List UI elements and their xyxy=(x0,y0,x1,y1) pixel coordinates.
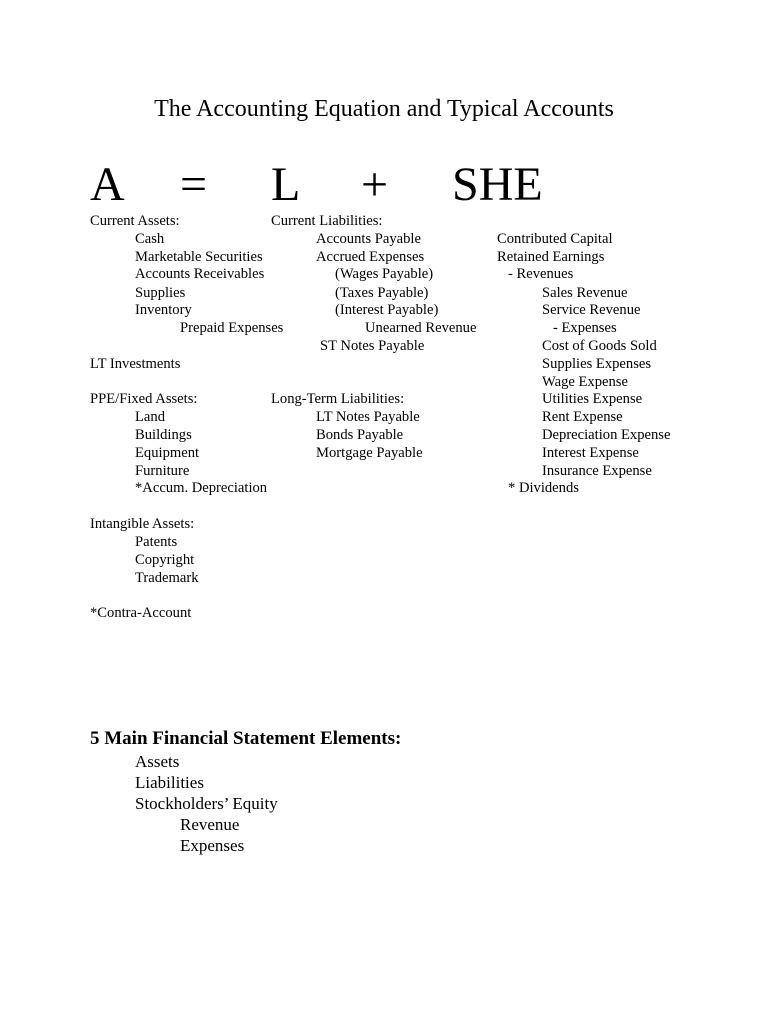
expense-item: Wage Expense xyxy=(542,374,628,390)
ppe-item: Buildings xyxy=(135,427,192,443)
asset-item: Accounts Receivables xyxy=(135,266,265,282)
lt-investments-header: LT Investments xyxy=(90,356,181,372)
ppe-header: PPE/Fixed Assets: xyxy=(90,391,198,407)
element-item: Assets xyxy=(135,752,180,771)
expenses-header: - Expenses xyxy=(553,320,617,336)
lt-liability-item: LT Notes Payable xyxy=(316,409,420,425)
asset-item: Supplies xyxy=(135,285,186,301)
equity-retained-earnings: Retained Earnings xyxy=(497,249,605,265)
equation-liabilities: L xyxy=(271,158,301,211)
equation-plus: + xyxy=(361,158,389,211)
liability-item-unearned: Unearned Revenue xyxy=(365,320,477,336)
expense-item: Supplies Expenses xyxy=(542,356,652,372)
elements-heading: 5 Main Financial Statement Elements: xyxy=(90,728,402,749)
liability-item: Accrued Expenses xyxy=(316,249,425,265)
current-assets-header: Current Assets: xyxy=(90,213,180,229)
ppe-item: Land xyxy=(135,409,165,425)
lt-liability-item: Bonds Payable xyxy=(316,427,404,443)
equation-equals: = xyxy=(180,158,208,211)
element-item: Liabilities xyxy=(135,773,204,792)
lt-liabilities-header: Long-Term Liabilities: xyxy=(271,391,405,407)
lt-liability-item: Mortgage Payable xyxy=(316,445,423,461)
expense-item: Interest Expense xyxy=(542,445,639,461)
revenue-item: Sales Revenue xyxy=(542,285,628,301)
revenues-header: - Revenues xyxy=(508,266,574,282)
expense-item: Insurance Expense xyxy=(542,463,652,479)
asset-item: Marketable Securities xyxy=(135,249,263,265)
equation-she: SHE xyxy=(452,158,543,211)
expense-item: Depreciation Expense xyxy=(542,427,671,443)
expense-item: Rent Expense xyxy=(542,409,623,425)
asset-item: Inventory xyxy=(135,302,192,318)
intangible-item: Patents xyxy=(135,534,178,550)
expense-item: Cost of Goods Sold xyxy=(542,338,657,354)
intangible-assets-header: Intangible Assets: xyxy=(90,516,195,532)
ppe-item: Furniture xyxy=(135,463,190,479)
element-sub-item: Revenue xyxy=(180,815,240,834)
element-sub-item: Expenses xyxy=(180,836,245,855)
element-item: Stockholders’ Equity xyxy=(135,794,278,813)
page-title: The Accounting Equation and Typical Accounts xyxy=(154,96,614,122)
contra-account-note: *Contra-Account xyxy=(90,605,192,621)
intangible-item: Trademark xyxy=(135,570,199,586)
accrued-sub-item: (Taxes Payable) xyxy=(335,285,429,301)
ppe-item: *Accum. Depreciation xyxy=(135,480,268,496)
equity-contributed-capital: Contributed Capital xyxy=(497,231,613,247)
accrued-sub-item: (Wages Payable) xyxy=(335,266,434,282)
ppe-item: Equipment xyxy=(135,445,200,461)
asset-item: Cash xyxy=(135,231,165,247)
equity-dividends: * Dividends xyxy=(508,480,579,496)
intangible-item: Copyright xyxy=(135,552,195,568)
expense-item: Utilities Expense xyxy=(542,391,643,407)
equation-assets: A xyxy=(90,158,125,211)
liability-item: Accounts Payable xyxy=(316,231,421,247)
current-liabilities-header: Current Liabilities: xyxy=(271,213,383,229)
asset-item-prepaid: Prepaid Expenses xyxy=(180,320,284,336)
accrued-sub-item: (Interest Payable) xyxy=(335,302,439,318)
revenue-item: Service Revenue xyxy=(542,302,641,318)
liability-item-st-notes: ST Notes Payable xyxy=(320,338,425,354)
